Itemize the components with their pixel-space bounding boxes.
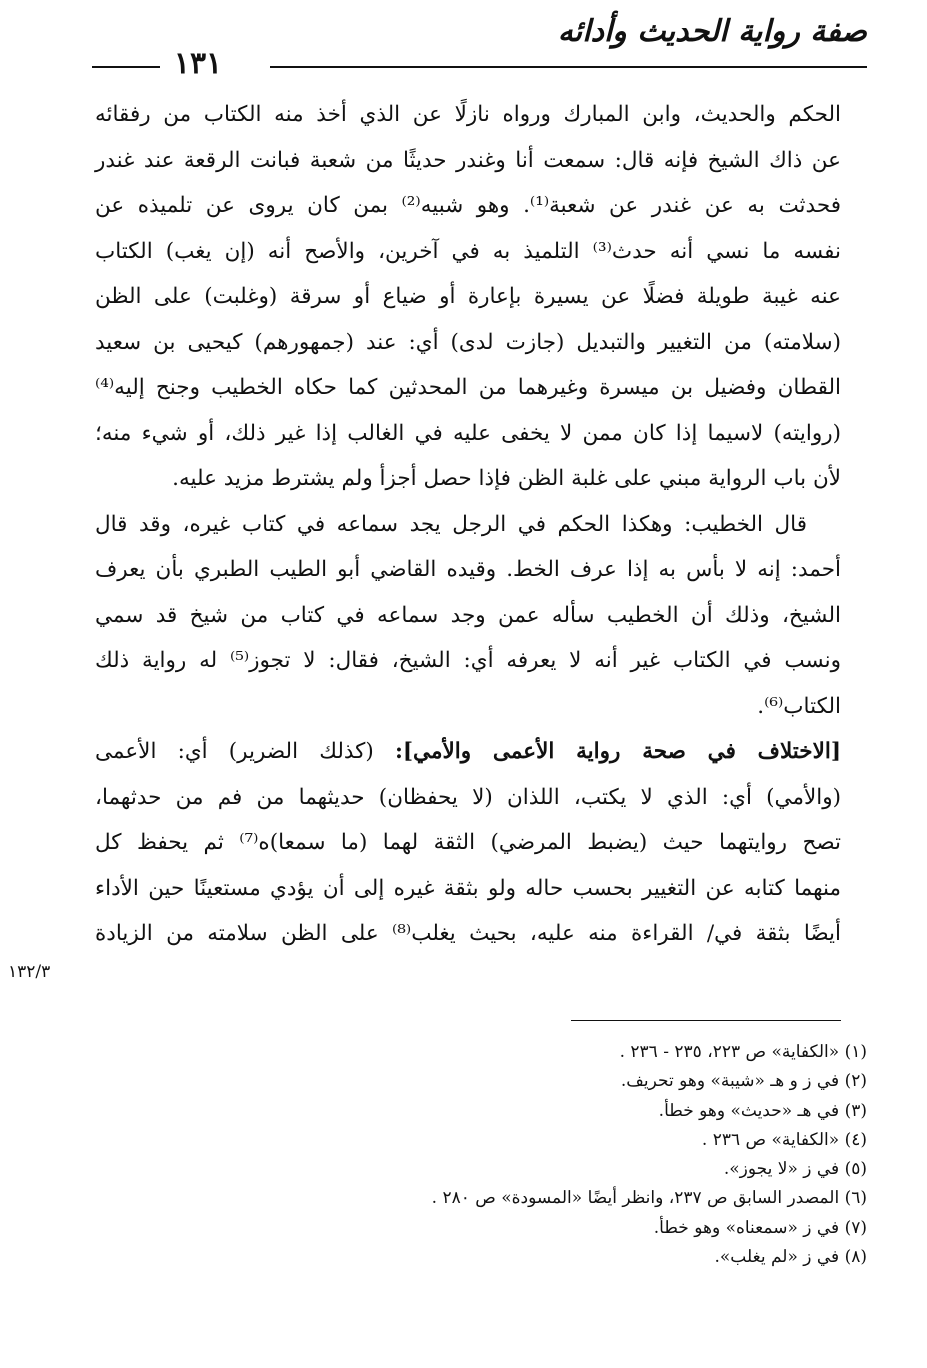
section-heading-line — [95, 729, 841, 775]
text-line: نفسه ما نسي أنه حدث⁽³⁾ التلميذ به في آخرين، والأصح أنه (إن يغب) الكتاب — [95, 238, 842, 264]
footnote: (٤) «الكفاية» ص ٢٣٦ . — [701, 1129, 867, 1150]
text-line: الشيخ، وذلك أن الخطيب سأله عمن وجد سماعه في كتاب من شيخ قد سمي — [95, 602, 841, 628]
text-line: (سلامته) من التغيير والتبديل (جازت لدى) أي: عند (جمهورهم) كيحيى بن سعيد — [95, 329, 841, 355]
text-line: قال الخطيب: وهكذا الحكم في الرجل يجد سماعه في كتاب غيره، وقد قال — [95, 511, 807, 537]
text-line: فحدثت به عن غندر عن شعبة⁽¹⁾. وهو شبيه⁽²⁾ بمن كان يروى عن تلميذه عن — [95, 193, 841, 218]
footnote: (٣) في هـ «حديث» وهو خطأ. — [658, 1100, 867, 1121]
text-line: منهما كتابه عن التغيير بحسب حاله ولو بثقة غيره إلى أن يؤدي مستعينًا حين الأداء — [95, 875, 841, 901]
footnote: (١) «الكفاية» ص ٢٢٣، ٢٣٥ - ٢٣٦ . — [619, 1042, 867, 1062]
running-title: صفة رواية الحديث وأدائه — [557, 14, 867, 49]
text-line: عن ذاك الشيخ فإنه قال: سمعت أنا وغندر حديثًا من شعبة فبانت الرقعة عند غندر — [95, 147, 841, 173]
section-heading-rest: (كذلك الضرير) أي: الأعمى — [95, 739, 395, 764]
footnote: (٢) في ز و هـ «شيبة» وهو تحريف. — [620, 1071, 867, 1092]
header-rule-short — [92, 66, 160, 68]
text-line: عنه غيبة طويلة فضلًا عن يسيرة بإعارة أو ضياع أو سرقة (وغلبت) على الظن — [95, 284, 841, 309]
main-text — [95, 92, 841, 957]
page-number: ١٣١ — [173, 46, 223, 81]
text-line: لأن باب الرواية مبني على غلبة الظن فإذا حصل أجزأ ولم يشترط مزيد عليه. — [172, 466, 841, 491]
footnotes — [107, 1038, 867, 1272]
text-line: (والأمي) أي: الذي لا يكتب، اللذان (لا يحفظان) حديثهما من فم من حدثهما، — [95, 784, 841, 810]
text-line: القطان وفضيل بن ميسرة وغيرهما من المحدثين كما حكاه الخطيب وجنح إليه⁽⁴⁾ — [95, 375, 841, 400]
footnote: (٥) في ز «لا يجوز». — [723, 1159, 867, 1180]
text-line: أيضًا بثقة في/ القراءة منه عليه، بحيث يغلب⁽⁸⁾ على الظن سلامته من الزيادة — [95, 921, 841, 946]
section-heading: [الاختلاف في صحة رواية الأعمى والأمي]: — [394, 739, 841, 764]
text-line: ونسب في الكتاب غير أنه لا يعرفه أي: الشيخ، فقال: لا تجوز⁽⁵⁾ له رواية ذلك — [95, 648, 841, 673]
footnote: (٧) في ز «سمعناه» وهو خطأ. — [653, 1217, 867, 1238]
text-line: أحمد: إنه لا بأس به إذا عرف الخط. وقيده القاضي أبو الطيب الطبري بأن يعرف — [95, 557, 841, 582]
text-line: الحكم والحديث، وابن المبارك ورواه نازلًا عن الذي أخذ منه الكتاب من رفقائه — [95, 102, 841, 127]
margin-page-reference: ١٣٢/٣ — [8, 962, 51, 982]
text-line: الكتاب⁽⁶⁾. — [757, 693, 841, 719]
header-rule — [270, 66, 867, 68]
text-line: تصح روايتهما حيث (يضبط المرضي) الثقة لهما (ما سمعا)ه⁽⁷⁾ ثم يحفظ كل — [95, 830, 841, 855]
footnote: (٨) في ز «لم يغلب». — [714, 1247, 867, 1268]
footnote: (٦) المصدر السابق ص ٢٣٧، وانظر أيضًا «المسودة» ص ٢٨٠ . — [431, 1188, 867, 1209]
text-line: (روايته) لاسيما إذا كان ممن لا يخفى عليه في الغالب إذا غير ذلك، أو شيء منه؛ — [95, 420, 841, 446]
footnote-separator — [571, 1020, 841, 1021]
